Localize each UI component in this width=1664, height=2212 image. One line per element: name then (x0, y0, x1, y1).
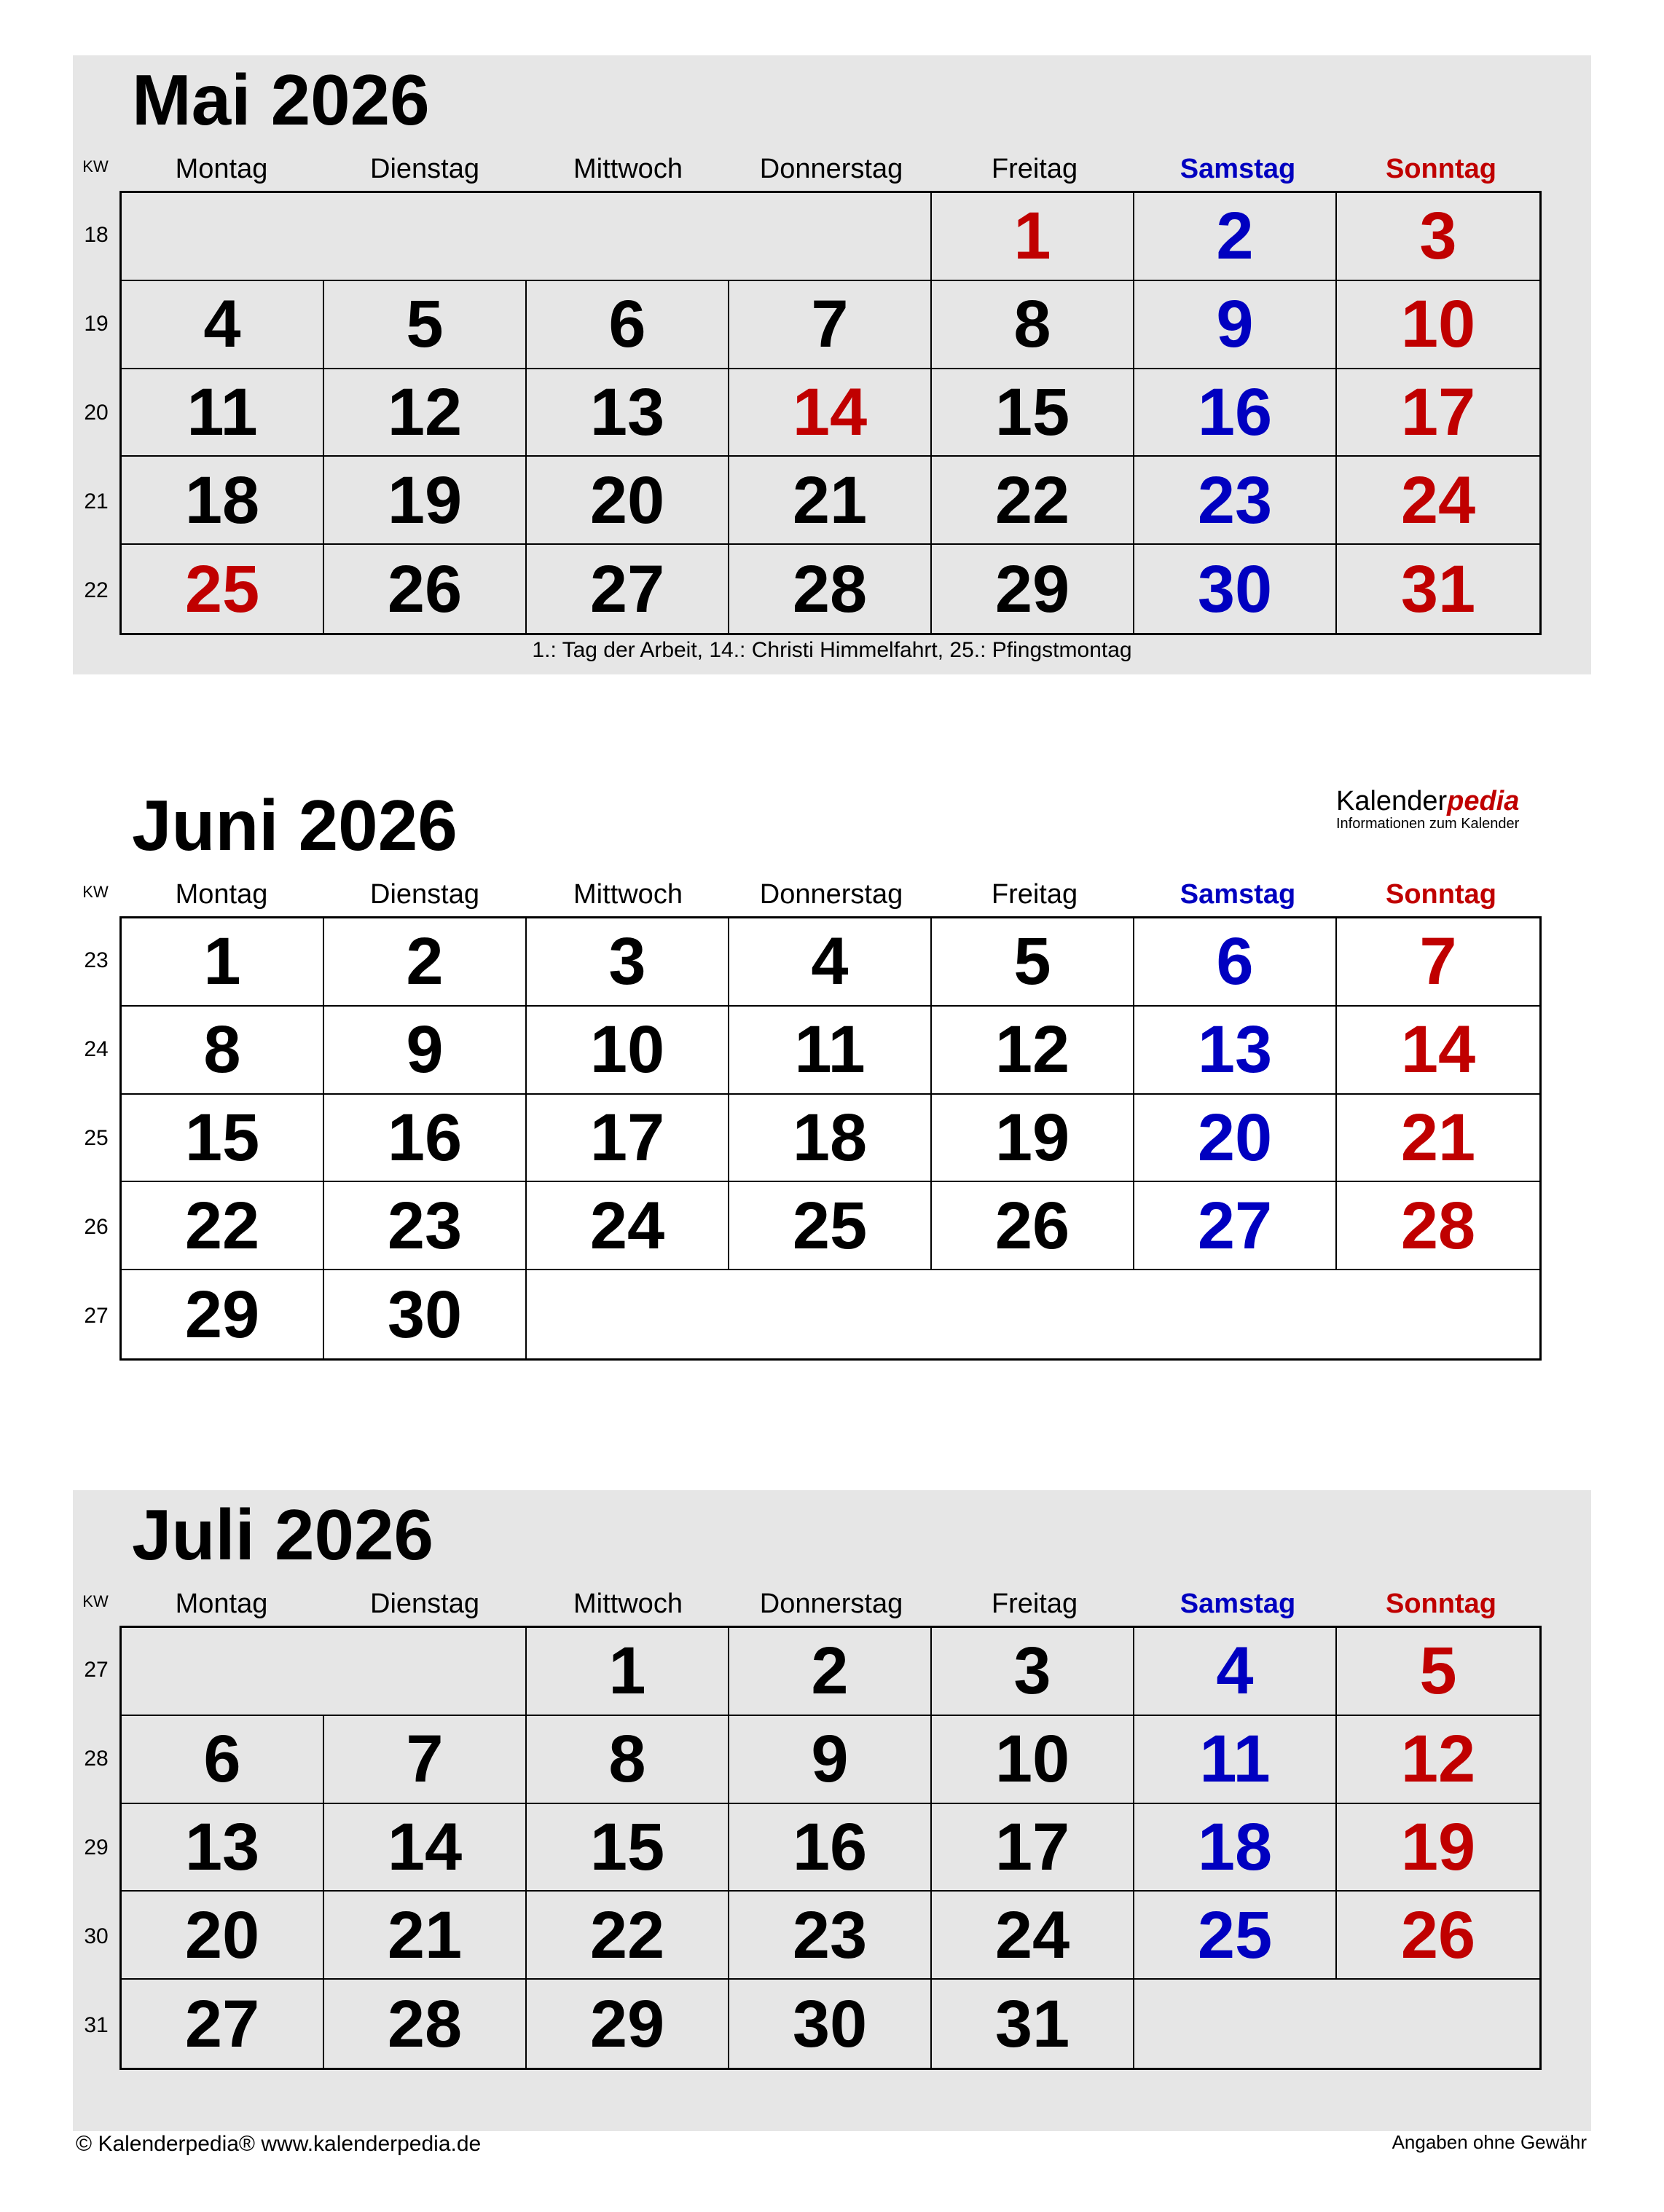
day-cell: 23 (729, 1892, 932, 1980)
day-cell: 31 (1400, 551, 1476, 626)
day-cell: 28 (729, 545, 932, 633)
week-number: 20 (84, 401, 109, 425)
day-cell: 14 (1337, 1007, 1539, 1095)
weekday-tuesday: Dienstag (370, 154, 479, 184)
day-cell: 18 (122, 457, 324, 545)
day-cell: 25 (122, 545, 324, 633)
empty-day-cell (324, 1628, 527, 1716)
day-cell: 1 (932, 193, 1134, 281)
kw-header: KW (82, 157, 109, 176)
week-number: 21 (84, 489, 109, 513)
day-cell: 13 (1134, 1007, 1337, 1095)
day-cell: 1 (122, 918, 324, 1007)
day-cell: 19 (932, 1095, 1134, 1183)
day-cell: 9 (729, 1716, 932, 1804)
empty-day-cell (729, 1270, 932, 1358)
day-cell: 11 (1134, 1716, 1337, 1804)
day-cell: 19 (324, 457, 527, 545)
day-cell: 13 (122, 1804, 324, 1892)
empty-day-cell (1134, 1980, 1337, 2068)
day-cell: 6 (122, 1716, 324, 1804)
day-cell: 30 (324, 1270, 527, 1358)
week-number: 19 (84, 312, 109, 336)
day-cell: 22 (122, 1182, 324, 1270)
logo-tagline: Informationen zum Kalender (1336, 816, 1520, 832)
week-number: 27 (84, 1658, 109, 1682)
day-grid (119, 916, 1542, 1361)
empty-day-cell (1337, 1980, 1539, 2068)
weekday-friday: Freitag (991, 154, 1078, 184)
weekday-wednesday: Mittwoch (573, 154, 683, 184)
day-cell: 4 (1134, 1628, 1337, 1716)
week-number: 30 (84, 1924, 109, 1948)
empty-day-cell (527, 1270, 729, 1358)
empty-day-cell (1337, 1270, 1539, 1358)
week-number: 18 (84, 223, 109, 247)
logo-brand: Kalender (1336, 786, 1448, 816)
week-number: 27 (84, 1304, 109, 1328)
month-title: Juni 2026 (132, 785, 458, 865)
day-cell: 14 (729, 369, 932, 457)
day-cell: 4 (122, 281, 324, 369)
day-cell: 3 (527, 918, 729, 1007)
day-cell: 15 (122, 1095, 324, 1183)
day-cell: 9 (324, 1007, 527, 1095)
day-cell: 22 (932, 457, 1134, 545)
day-cell: 6 (527, 281, 729, 369)
day-cell: 3 (932, 1628, 1134, 1716)
empty-day-cell (122, 1628, 324, 1716)
day-cell: 25 (1134, 1892, 1337, 1980)
weekday-wednesday: Mittwoch (573, 879, 683, 910)
day-cell: 14 (324, 1804, 527, 1892)
day-cell: 7 (729, 281, 932, 369)
day-cell: 16 (324, 1095, 527, 1183)
kw-header: KW (82, 883, 109, 901)
day-cell: 21 (729, 457, 932, 545)
weekday-sunday: Sonntag (1386, 879, 1496, 910)
weekday-sunday: Sonntag (1386, 1589, 1496, 1619)
weekday-wednesday: Mittwoch (573, 1589, 683, 1619)
day-cell: 15 (932, 369, 1134, 457)
week-number: 24 (84, 1037, 109, 1061)
day-cell: 2 (1134, 193, 1337, 281)
day-cell: 1 (527, 1628, 729, 1716)
weekday-tuesday: Dienstag (370, 879, 479, 910)
day-cell: 25 (729, 1182, 932, 1270)
day-cell: 26 (932, 1182, 1134, 1270)
week-number: 31 (84, 2013, 109, 2037)
kw-header: KW (82, 1592, 109, 1610)
empty-day-cell (1134, 1270, 1337, 1358)
day-cell: 28 (1337, 1182, 1539, 1270)
month-panel-juni (73, 781, 1591, 1378)
day-cell: 5 (324, 281, 527, 369)
month-title: Juli 2026 (132, 1495, 434, 1575)
weekday-monday: Montag (175, 1589, 268, 1619)
empty-day-cell (729, 193, 932, 281)
week-number: 25 (84, 1126, 109, 1150)
day-cell: 27 (1134, 1182, 1337, 1270)
weekday-thursday: Donnerstag (759, 154, 903, 184)
week-number: 29 (84, 1835, 109, 1859)
day-cell: 3 (1337, 193, 1539, 281)
day-cell: 24 (932, 1892, 1134, 1980)
logo-brand-accent: pedia (1447, 786, 1520, 816)
day-cell: 20 (1134, 1095, 1337, 1183)
day-cell: 27 (122, 1980, 324, 2068)
weekday-friday: Freitag (991, 1589, 1078, 1619)
day-cell: 10 (1337, 281, 1539, 369)
day-cell: 10 (527, 1007, 729, 1095)
day-cell: 17 (1337, 369, 1539, 457)
weekday-saturday: Samstag (1180, 154, 1296, 184)
week-number: 23 (84, 948, 109, 972)
empty-day-cell (527, 193, 729, 281)
week-number: 28 (84, 1747, 109, 1771)
day-cell: 26 (1337, 1892, 1539, 1980)
day-cell: 20 (122, 1892, 324, 1980)
empty-day-cell (324, 193, 527, 281)
holiday-note: 1.: Tag der Arbeit, 14.: Christi Himmelfahrt, 25.: Pfingstmontag (532, 638, 1132, 662)
weekday-thursday: Donnerstag (759, 879, 903, 910)
day-cell: 29 (932, 545, 1134, 633)
footer-disclaimer: Angaben ohne Gewähr (1392, 2131, 1587, 2153)
day-cell: 17 (527, 1095, 729, 1183)
day-cell: 2 (324, 918, 527, 1007)
weekday-monday: Montag (175, 154, 268, 184)
day-cell: 9 (1134, 281, 1337, 369)
empty-day-cell (932, 1270, 1134, 1358)
day-cell: 30 (1134, 545, 1337, 633)
day-cell: 23 (1134, 457, 1337, 545)
day-cell: 21 (1337, 1095, 1539, 1183)
footer-copyright: © Kalenderpedia® www.kalenderpedia.de (76, 2132, 482, 2156)
weekday-monday: Montag (175, 879, 268, 910)
day-cell: 5 (932, 918, 1134, 1007)
day-cell: 23 (324, 1182, 527, 1270)
day-cell: 18 (1134, 1804, 1337, 1892)
empty-day-cell (122, 193, 324, 281)
day-cell: 29 (122, 1270, 324, 1358)
day-cell: 26 (324, 545, 527, 633)
weekday-tuesday: Dienstag (370, 1589, 479, 1619)
week-number: 22 (84, 578, 109, 602)
day-cell: 27 (527, 545, 729, 633)
day-cell: 18 (729, 1095, 932, 1183)
day-cell: 31 (932, 1980, 1134, 2068)
weekday-thursday: Donnerstag (759, 1589, 903, 1619)
day-cell: 16 (729, 1804, 932, 1892)
weekday-saturday: Samstag (1180, 1589, 1296, 1619)
day-cell: 11 (729, 1007, 932, 1095)
day-cell: 13 (527, 369, 729, 457)
day-grid (119, 1626, 1542, 2070)
day-cell: 28 (324, 1980, 527, 2068)
weekday-sunday: Sonntag (1386, 154, 1496, 184)
day-cell: 10 (932, 1716, 1134, 1804)
week-number: 26 (84, 1215, 109, 1239)
day-cell: 15 (527, 1804, 729, 1892)
day-cell: 19 (1337, 1804, 1539, 1892)
day-cell: 24 (1337, 457, 1539, 545)
day-cell: 20 (527, 457, 729, 545)
day-cell: 21 (324, 1892, 527, 1980)
day-cell: 7 (1337, 918, 1539, 1007)
day-cell: 7 (324, 1716, 527, 1804)
day-cell: 8 (932, 281, 1134, 369)
day-cell: 17 (932, 1804, 1134, 1892)
day-cell: 12 (324, 369, 527, 457)
day-cell: 16 (1134, 369, 1337, 457)
day-cell: 22 (527, 1892, 729, 1980)
day-cell: 4 (729, 918, 932, 1007)
day-cell: 12 (1337, 1716, 1539, 1804)
day-cell: 6 (1134, 918, 1337, 1007)
day-cell: 11 (122, 369, 324, 457)
day-cell: 24 (527, 1182, 729, 1270)
day-cell: 5 (1337, 1628, 1539, 1716)
month-panel-juli (73, 1490, 1591, 2131)
day-cell: 30 (729, 1980, 932, 2068)
day-cell: 8 (527, 1716, 729, 1804)
day-grid (119, 191, 1542, 635)
day-cell: 8 (122, 1007, 324, 1095)
month-panel-mai (73, 55, 1591, 674)
day-cell: 2 (729, 1628, 932, 1716)
weekday-saturday: Samstag (1180, 879, 1296, 910)
day-cell: 12 (932, 1007, 1134, 1095)
weekday-friday: Freitag (991, 879, 1078, 910)
month-title: Mai 2026 (132, 60, 430, 140)
day-cell: 29 (527, 1980, 729, 2068)
